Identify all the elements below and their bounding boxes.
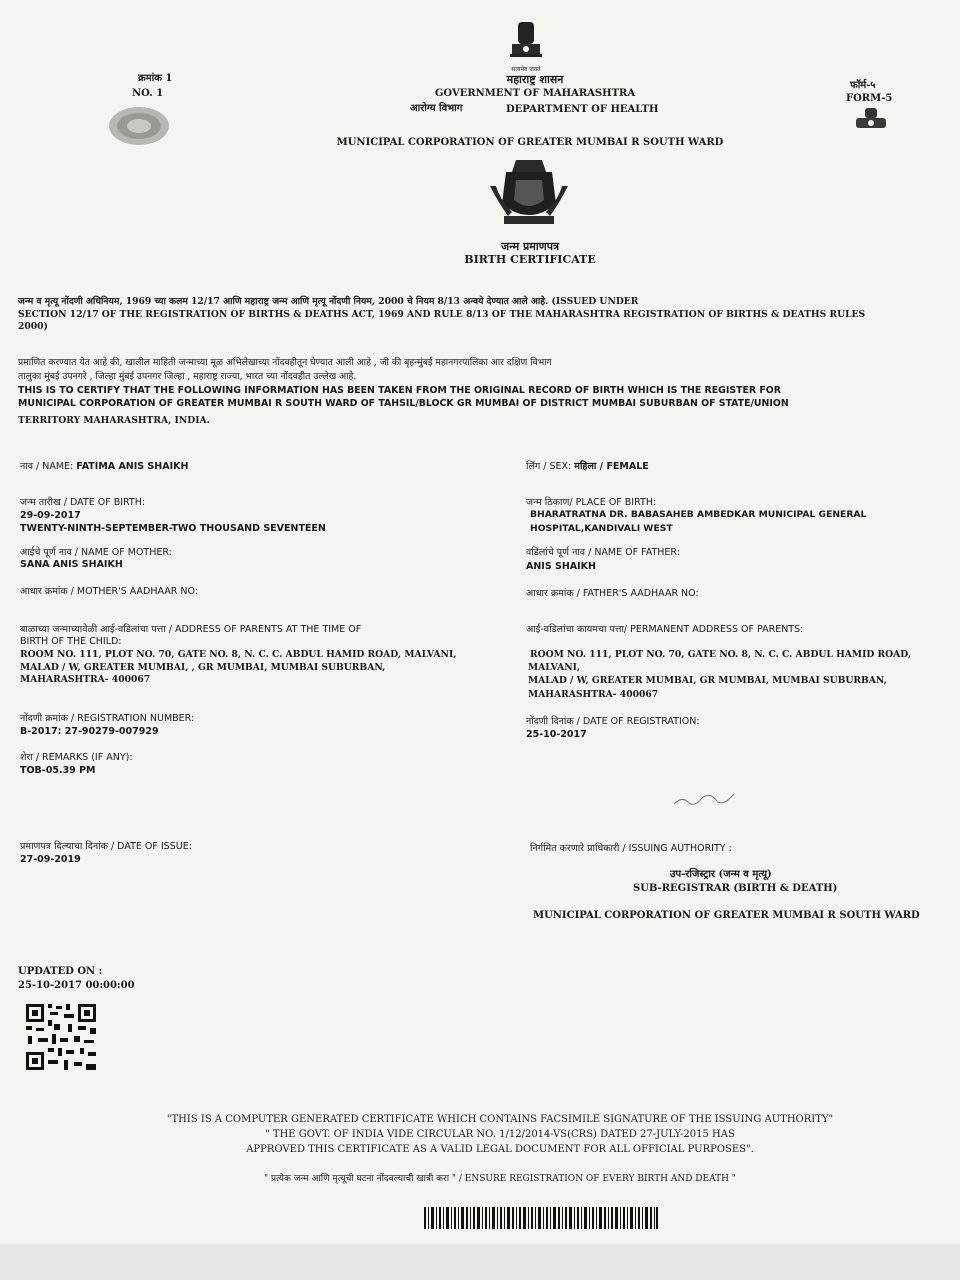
remarks-label: शेरा / REMARKS (IF ANY): [20,752,133,763]
form-label-mr: फॉर्म-५ [850,80,876,91]
updated-label: UPDATED ON : [18,966,103,977]
corporation-crest-icon [486,156,572,228]
father-value: ANIS SHAIKH [526,561,596,572]
sub-registrar-mr: उप-रजिस्ट्रार (जन्म व मृत्यू) [670,869,772,880]
form-emblem-icon [852,106,890,132]
dept-en: DEPARTMENT OF HEALTH [506,104,659,115]
certify-en-1: THIS IS TO CERTIFY THAT THE FOLLOWING INFORMATION HAS BEEN TAKEN FROM THE ORIGINAL RECORD OF BIRTH WHICH IS THE REGISTER FOR [18,385,781,396]
sex-value: महिला / FEMALE [574,461,649,472]
pob-value-2: HOSPITAL,KANDIVALI WEST [530,523,673,534]
act-line-3: 2000) [18,321,48,332]
updated-value: 25-10-2017 00:00:00 [18,980,135,991]
pob-label: जन्म ठिकाण/ PLACE OF BIRTH: [526,497,657,508]
govt-title-mr: महाराष्ट्र शासन [506,73,564,86]
govt-title-en: GOVERNMENT OF MAHARASHTRA [434,88,636,99]
name-label: नाव / NAME: [20,461,74,472]
serial-label-en: NO. 1 [132,88,164,99]
title-mr: जन्म प्रमाणपत्र [500,240,560,253]
dob-words: TWENTY-NINTH-SEPTEMBER-TWO THOUSAND SEVENTEEN [20,523,326,534]
address-perm-label: आई-वडिलांचा कायमचा पत्ता/ PERMANENT ADDRESS OF PARENTS: [526,624,804,635]
title-en: BIRTH CERTIFICATE [464,253,596,266]
qr-code [24,1002,98,1072]
issuing-authority-label: निर्गमित करणारे प्राधिकारी / ISSUING AUTHORITY : [530,843,732,854]
address-perm-line-4: MAHARASHTRA- 400067 [528,689,659,700]
father-label: वडिलांचे पूर्ण नाव / NAME OF FATHER: [526,547,680,558]
maharashtra-seal-icon [108,106,170,146]
reg-date-label: नोंदणी दिनांक / DATE OF REGISTRATION: [526,716,700,727]
facsimile-signature [672,788,736,808]
address-birth-label-1: बाळाच्या जन्माच्यावेळी आई-वडिलांचा पत्ता / ADDRESS OF PARENTS AT THE TIME OF [20,624,362,635]
address-birth-line-2: MALAD / W, GREATER MUMBAI, , GR MUMBAI, MUMBAI SUBURBAN, [20,662,386,673]
act-line-2: SECTION 12/17 OF THE REGISTRATION OF BIRTHS & DEATHS ACT, 1969 AND RULE 8/13 OF THE MAHARASHTRA REGISTRATION OF BIRTHS & DEATHS RULES [18,309,866,320]
name-value: FATIMA ANIS SHAIKH [76,461,189,472]
emblem-caption: सत्यमेव जयते [511,66,541,73]
name-row [20,460,188,473]
address-perm-line-1: ROOM NO. 111, PLOT NO. 70, GATE NO. 8, N. C. C. ABDUL HAMID ROAD, [530,649,912,660]
sex-label: लिंग / SEX: [526,461,572,472]
act-line-1: जन्म व मृत्यू नोंदणी अधिनियम, 1969 च्या कलम 12/17 आणि महाराष्ट्र जन्म आणि मृत्यू नोंदणी नियम, 2000 चे नियम 8/13 अन्वये देण्यात आले आहे. (ISSUED UNDER [18,296,639,307]
father-aadhaar-label: आधार क्रमांक / FATHER'S AADHAAR NO: [526,588,699,599]
issue-date-label: प्रमाणपत्र दिल्याचा दिनांक / DATE OF ISSUE: [20,841,192,852]
mother-aadhaar-label: आधार क्रमांक / MOTHER'S AADHAAR NO: [20,586,198,597]
address-birth-line-3: MAHARASHTRA- 400067 [20,674,151,685]
barcode [424,1207,658,1229]
mother-label: आईचे पूर्ण नाव / NAME OF MOTHER: [20,547,172,558]
dept-mr: आरोग्य विभाग [410,103,463,114]
address-birth-label-2: BIRTH OF THE CHILD: [20,636,122,647]
certify-mr-2: तालुका मुंबई उपनगरे , जिल्हा मुंबई उपनगर जिल्हा , महाराष्ट्र राज्या, भारत च्या नोंदवहीत उल्लेख आहे. [18,371,357,382]
address-birth-line-1: ROOM NO. 111, PLOT NO. 70, GATE NO. 8, N. C. C. ABDUL HAMID ROAD, MALVANI, [20,649,457,660]
reg-number-label: नोंदणी क्रमांक / REGISTRATION NUMBER: [20,713,195,724]
reg-date-value: 25-10-2017 [526,729,587,740]
reg-number-value: B-2017: 27-90279-007929 [20,726,159,737]
certify-en-3: TERRITORY MAHARASHTRA, INDIA. [18,415,210,426]
mother-value: SANA ANIS SHAIKH [20,559,123,570]
registration-slogan: " प्रत्येक जन्म आणि मृत्यूची घटना नोंदवल्याची खात्री करा " / ENSURE REGISTRATION OF EVERY BIRTH AND DEATH " [264,1174,736,1184]
issue-date-value: 27-09-2019 [20,854,81,865]
footer-note-2: " THE GOVT. OF INDIA VIDE CIRCULAR NO. 1/12/2014-VS(CRS) DATED 27-JULY-2015 HAS [265,1129,735,1140]
sex-row [526,460,649,473]
address-perm-line-2: MALVANI, [528,662,581,673]
pob-value-1: BHARATRATNA DR. BABASAHEB AMBEDKAR MUNICIPAL GENERAL [530,509,867,520]
dob-value: 29-09-2017 [20,510,81,521]
form-label-en: FORM-5 [846,93,893,104]
footer-note-3: APPROVED THIS CERTIFICATE AS A VALID LEGAL DOCUMENT FOR ALL OFFICIAL PURPOSES". [246,1144,754,1155]
remarks-value: TOB-05.39 PM [20,765,96,776]
authority-org: MUNICIPAL CORPORATION OF GREATER MUMBAI R SOUTH WARD [533,910,920,921]
certify-mr-1: प्रमाणित करण्यात येत आहे की, खालील माहिती जन्माच्या मूळ अभिलेखाच्या नोंदवहीतून घेण्यात आली आहे , जी की बृहन्मुंबई महानगरपालिका आर दक्षिण विभाग [18,357,552,368]
certify-en-2: MUNICIPAL CORPORATION OF GREATER MUMBAI R SOUTH WARD OF TAHSIL/BLOCK GR MUMBAI OF DISTRICT MUMBAI SUBURBAN OF STATE/UNION [18,398,789,409]
footer-note-1: "THIS IS A COMPUTER GENERATED CERTIFICATE WHICH CONTAINS FACSIMILE SIGNATURE OF THE ISSUING AUTHORITY" [166,1114,834,1125]
serial-label-mr: क्रमांक 1 [138,73,173,84]
national-emblem-icon [506,20,546,62]
corporation-title: MUNICIPAL CORPORATION OF GREATER MUMBAI R SOUTH WARD [336,137,724,148]
dob-label: जन्म तारीख / DATE OF BIRTH: [20,497,146,508]
background-surface [0,1244,960,1280]
address-perm-line-3: MALAD / W, GREATER MUMBAI, GR MUMBAI, MUMBAI SUBURBAN, [528,675,887,686]
sub-registrar-en: SUB-REGISTRAR (BIRTH & DEATH) [633,883,838,894]
